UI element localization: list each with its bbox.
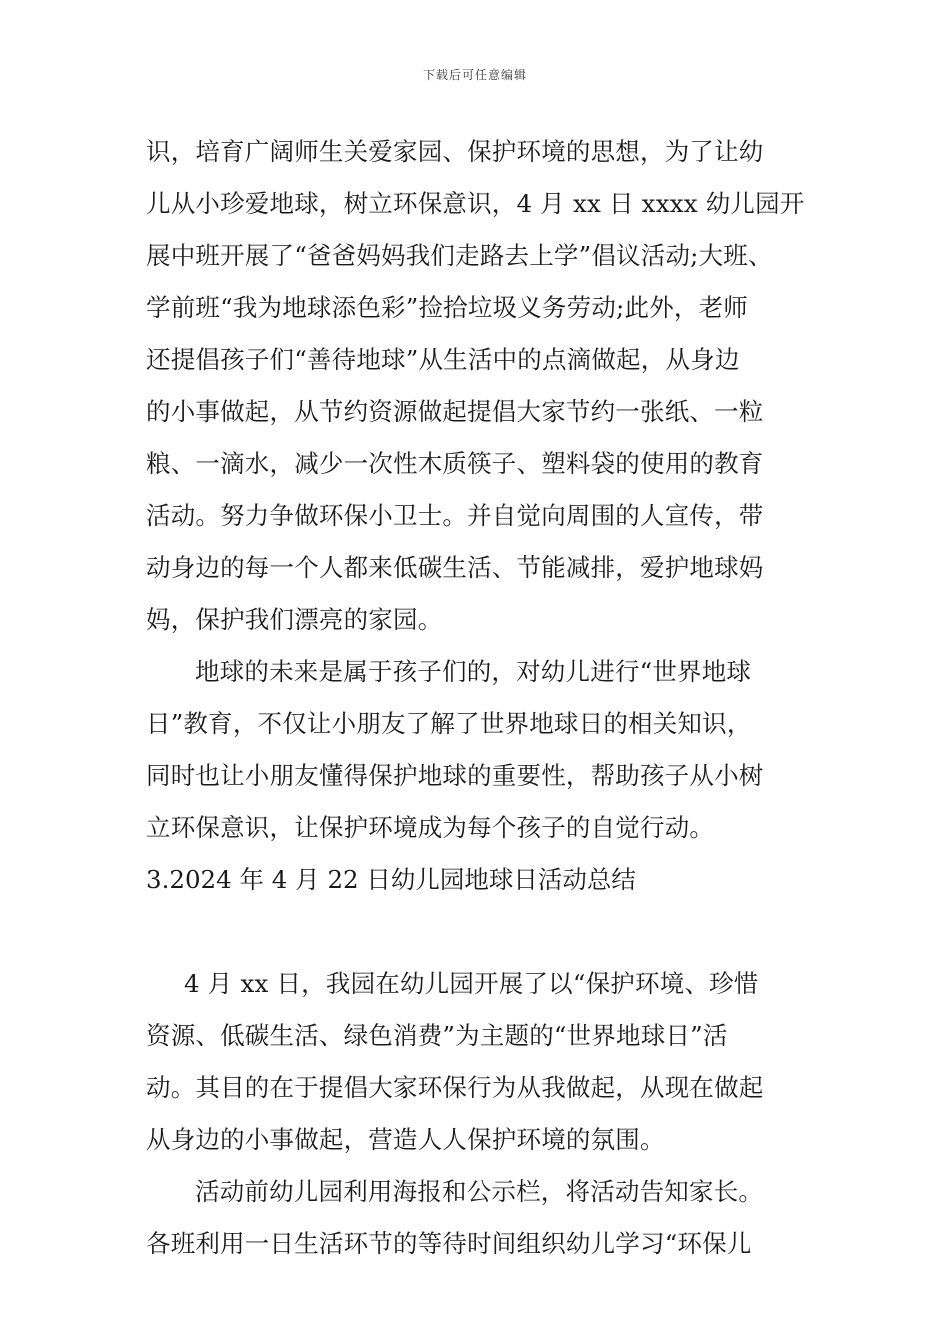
- paragraph-line: 粮、一滴水，减少一次性木质筷子、塑料袋的使用的教育: [146, 449, 764, 478]
- paragraph-line: 学前班“我为地球添色彩”捡拾垃圾义务劳动;此外，老师: [146, 293, 749, 322]
- paragraph-line: 活动前幼儿园利用海报和公示栏，将活动告知家长。: [195, 1177, 764, 1206]
- paragraph-line: 日”教育，不仅让小朋友了解了世界地球日的相关知识，: [146, 709, 752, 738]
- paragraph-future: [146, 646, 816, 854]
- paragraph-line: 活动。努力争做环保小卫士。并自觉向周围的人宣传，带: [146, 501, 764, 530]
- paragraph-preparation: [146, 1166, 816, 1270]
- paragraph-line: 还提倡孩子们“善待地球”从生活中的点滴做起，从身边: [146, 345, 740, 374]
- paragraph-line: 资源、低碳生活、绿色消费”为主题的“世界地球日”活: [146, 1021, 728, 1050]
- paragraph-summary: [146, 958, 816, 1166]
- document-body: [146, 126, 816, 1270]
- paragraph-line: 同时也让小朋友懂得保护地球的重要性，帮助孩子从小树: [146, 761, 764, 790]
- page-header-note: 下载后可任意编辑: [422, 68, 527, 82]
- section-heading: 3.2024 年 4 月 22 日幼儿园地球日活动总结: [146, 865, 636, 894]
- paragraph-line: 的小事做起，从节约资源做起提倡大家节约一张纸、一粒: [146, 397, 764, 426]
- paragraph-line: 立环保意识，让保护环境成为每个孩子的自觉行动。: [146, 813, 715, 842]
- paragraph-line: 动。其目的在于提倡大家环保行为从我做起，从现在做起: [146, 1073, 764, 1102]
- paragraph-line: 妈，保护我们漂亮的家园。: [146, 605, 443, 634]
- paragraph-line: 儿从小珍爱地球，树立环保意识，4 月 xx 日 xxxx 幼儿园开: [146, 189, 805, 218]
- paragraph-line: 各班利用一日生活环节的等待时间组织幼儿学习“环保儿: [146, 1229, 752, 1258]
- paragraph-activities: [146, 126, 816, 646]
- paragraph-line: 地球的未来是属于孩子们的，对幼儿进行“世界地球: [195, 657, 752, 686]
- paragraph-line: 识，培育广阔师生关爱家园、保护环境的思想，为了让幼: [146, 137, 764, 166]
- paragraph-line: 动身边的每一个人都来低碳生活、节能减排，爱护地球妈: [146, 553, 764, 582]
- paragraph-line: 从身边的小事做起，营造人人保护环境的氛围。: [146, 1125, 665, 1154]
- blank-line: [146, 906, 816, 958]
- paragraph-line: 4 月 xx 日，我园在幼儿园开展了以“保护环境、珍惜: [184, 969, 759, 998]
- paragraph-line: 展中班开展了“爸爸妈妈我们走路去上学”倡议活动;大班、: [146, 241, 773, 270]
